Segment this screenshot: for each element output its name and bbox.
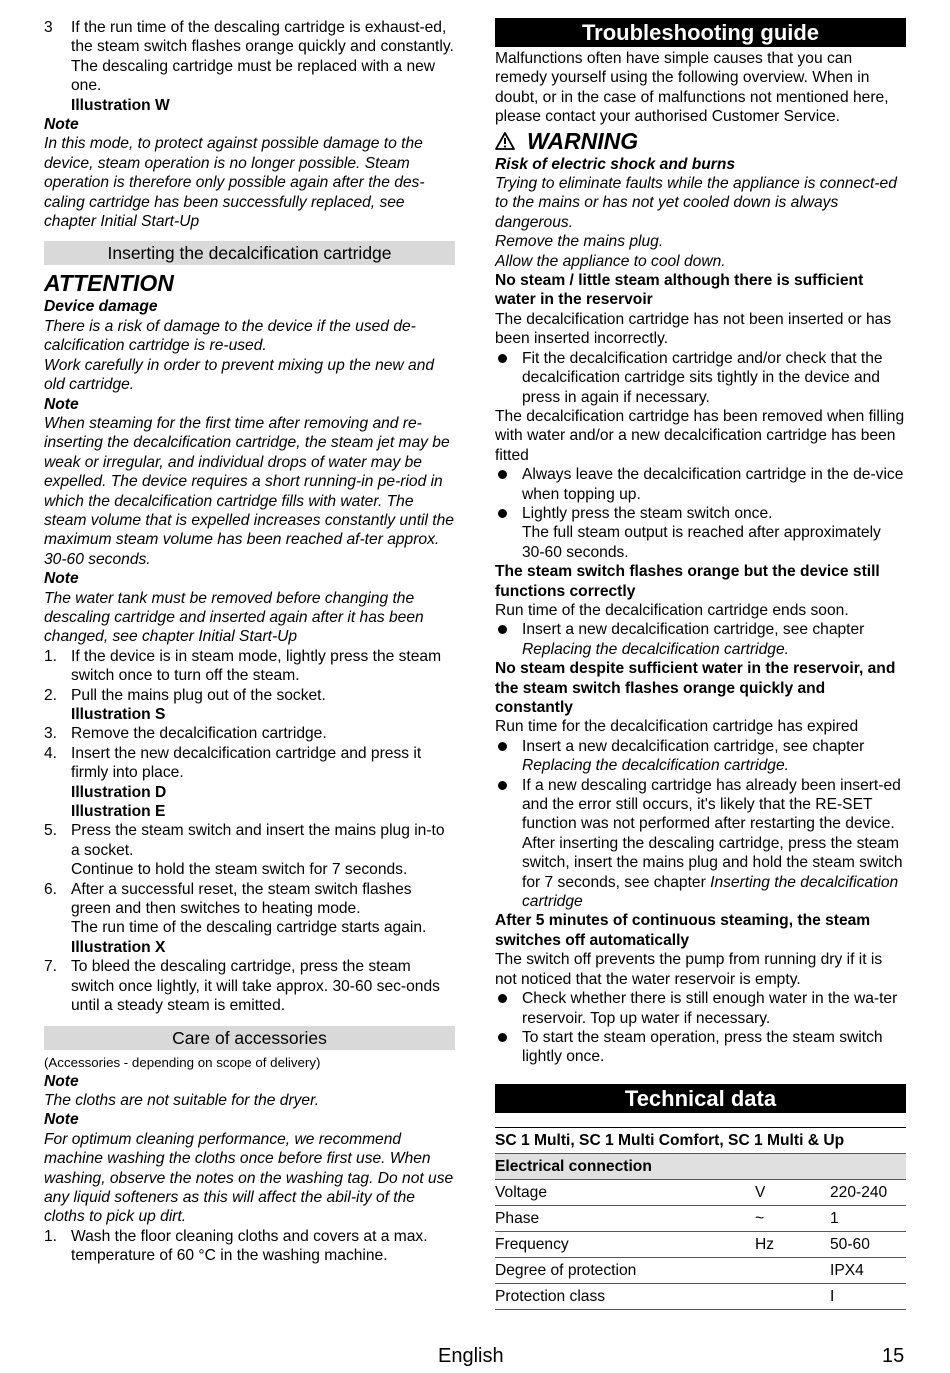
step-text: The descaling cartridge must be replaced with a new one.: [71, 57, 436, 95]
warning-text: Remove the mains plug.: [495, 233, 664, 251]
illustration-ref: Illustration S: [71, 706, 166, 723]
list-item: [495, 465, 906, 504]
note-text: When steaming for the first time after removing and re-inserting the decalcification cartridge, the steam jet may be weak or irregular, and individual drops of water may be expelled. The device requires a short running-in pe-riod in which the decalcification cartridge fills with water. The steam volume that is expelled increases constantly until the maximum steam volume has been reached af-ter approx. 30-60 seconds.: [44, 414, 454, 568]
list-item: [495, 1028, 906, 1067]
remedy-text-part: After inserting the descaling cartridge, press the steam switch, insert the mains plug and hold the steam switch for 7 seconds, see chapter: [522, 834, 903, 891]
illustration-ref: Illustration X: [71, 938, 166, 956]
bullet-icon: [495, 504, 522, 562]
step-number: 5.: [44, 822, 58, 840]
step-number: 1.: [44, 1227, 58, 1245]
fault-title: After 5 minutes of continuous steaming, the steam switches off automatically: [495, 912, 871, 949]
remedy-text: Always leave the decalcification cartridge in the de-vice when topping up.: [522, 466, 904, 503]
list-item: [495, 989, 906, 1028]
chapter-ref: Replacing the decalcification cartridge.: [522, 640, 789, 658]
note-text: In this mode, to protect against possible damage to the device, steam operation is no longer possible. Steam operation is therefore only possible again after the des-caling cartridge has been successfully replaced, see chapter Initial Start-Up: [44, 135, 425, 231]
step-text: If the device is in steam mode, lightly press the steam switch once to turn off the steam.: [71, 647, 442, 685]
bullet-icon: [495, 776, 522, 912]
spec-label: Protection class: [495, 1283, 755, 1309]
list-item: [44, 1227, 455, 1266]
warning-heading: [495, 128, 906, 155]
attention-text: There is a risk of damage to the device if the used de-calcification cartridge is re-used.: [44, 317, 416, 355]
remedy-text: Insert a new decalcification cartridge, see chapter: [522, 737, 865, 755]
chapter-ref: Inserting the decalcification cartridge: [522, 873, 899, 911]
remedy-text: [522, 834, 906, 912]
warning-subheading: Risk of electric shock and burns: [495, 155, 736, 173]
table-row: [495, 1283, 906, 1309]
spec-unit: [755, 1257, 830, 1283]
section-heading-troubleshooting: Troubleshooting guide: [495, 18, 906, 47]
note-text: The cloths are not suitable for the dryer.: [44, 1091, 320, 1109]
illustration-ref: Illustration D: [71, 783, 167, 801]
attention-subheading: Device damage: [44, 298, 158, 316]
section-heading-inserting: Inserting the decalcification cartridge: [44, 241, 455, 265]
fault-title: No steam despite sufficient water in the reservoir, and the steam switch flashes orange quickly and constantly: [495, 660, 896, 716]
step-text: Pull the mains plug out of the socket.: [71, 686, 326, 704]
fault-cause: The decalcification cartridge has been removed when filling with water and/or a new decalcification cartridge has been fitted: [495, 407, 905, 464]
note-label: Note: [44, 1072, 79, 1090]
bullet-icon: [495, 465, 522, 504]
step-number: 1.: [44, 647, 58, 665]
model-header: SC 1 Multi, SC 1 Multi Comfort, SC 1 Multi & Up: [495, 1127, 906, 1153]
bullet-icon: [495, 737, 522, 776]
footer-language: English: [438, 1345, 504, 1367]
remedy-text: Fit the decalcification cartridge and/or check that the decalcification cartridge sits tightly in the device and press in again if necessary.: [522, 349, 883, 406]
warning-label: WARNING: [527, 127, 639, 154]
bullet-icon: [495, 620, 522, 659]
table-row: [495, 1257, 906, 1283]
note-label: Note: [44, 1111, 79, 1129]
step-number: 3: [44, 19, 53, 36]
list-item: [495, 776, 906, 912]
step-text: If the run time of the descaling cartridge is exhaust-ed, the steam switch flashes orange quickly and constantly.: [71, 19, 454, 56]
step-3-exhausted: [44, 18, 455, 115]
attention-text: Work carefully in order to prevent mixing up the new and old cartridge.: [44, 356, 435, 394]
remedy-text: Check whether there is still enough water in the wa-ter reservoir. Top up water if necessary.: [522, 990, 898, 1027]
step-number: 7.: [44, 958, 58, 976]
note-text: The water tank must be removed before changing the descaling cartridge and inserted again after it has been changed, see chapter Initial Start-Up: [44, 589, 424, 646]
remedy-text: If a new descaling cartridge has already been insert-ed and the error still occurs, it's likely that the RE-SET function was not performed after restarting the device.: [522, 776, 901, 833]
step-number: 2.: [44, 686, 58, 704]
spec-value: IPX4: [830, 1257, 906, 1283]
step-number: 4.: [44, 744, 58, 762]
list-item: [44, 821, 455, 879]
care-scope-note: (Accessories - depending on scope of delivery): [44, 1054, 321, 1070]
step-text: Press the steam switch and insert the mains plug in-to a socket.: [71, 822, 445, 859]
step-text: Continue to hold the steam switch for 7 seconds.: [71, 861, 408, 879]
fault-cause: The switch off prevents the pump from running dry if it is not noticed that the water reservoir is empty.: [495, 951, 883, 988]
step-text: Remove the decalcification cartridge.: [71, 725, 327, 743]
remedy-text: The full steam output is reached after approximately 30-60 seconds.: [522, 524, 881, 561]
fault-cause: Run time for the decalcification cartridge has expired: [495, 718, 859, 736]
remedy-text: Insert a new decalcification cartridge, see chapter: [522, 621, 865, 639]
note-label: Note: [44, 116, 79, 134]
bullet-icon: [495, 349, 522, 407]
bullet-icon: [495, 1028, 522, 1067]
remedy-text: Lightly press the steam switch once.: [522, 504, 773, 522]
right-column: [495, 18, 906, 1310]
warning-text: Trying to eliminate faults while the appliance is connect-ed to the mains or has not yet cooled down is always dangerous.: [495, 175, 897, 231]
list-item: [44, 647, 455, 686]
section-heading-technical-data: Technical data: [495, 1084, 906, 1113]
step-text: The run time of the descaling cartridge starts again.: [71, 919, 427, 937]
note-label: Note: [44, 395, 79, 413]
list-item: [44, 957, 455, 1015]
fault-title: The steam switch flashes orange but the device still functions correctly: [495, 563, 880, 600]
spec-value: 50-60: [830, 1231, 906, 1257]
note-label: Note: [44, 570, 79, 588]
spec-value: 1: [830, 1205, 906, 1231]
spec-unit: V: [755, 1179, 830, 1205]
spec-value: I: [830, 1283, 906, 1309]
list-item: [495, 737, 906, 776]
technical-data-table: [495, 1127, 906, 1310]
spec-label: Voltage: [495, 1179, 755, 1205]
troubleshooting-intro: Malfunctions often have simple causes that you can remedy yourself using the following overview. When in doubt, or in the case of malfunctions not mentioned here, please contact your authorised Customer Service.: [495, 50, 889, 126]
spec-label: Degree of protection: [495, 1257, 755, 1283]
list-item: [495, 349, 906, 407]
spec-label: Phase: [495, 1205, 755, 1231]
list-item: [44, 744, 455, 822]
spec-unit: Hz: [755, 1231, 830, 1257]
spec-unit: ~: [755, 1205, 830, 1231]
list-item: [495, 620, 906, 659]
spec-label: Frequency: [495, 1231, 755, 1257]
fault-title: No steam / little steam although there is sufficient water in the reservoir: [495, 272, 864, 309]
warning-triangle-icon: [495, 132, 515, 150]
fault-cause: The decalcification cartridge has not been inserted or has been inserted incorrectly.: [495, 310, 892, 348]
left-column: [44, 18, 455, 1266]
attention-heading: ATTENTION: [44, 270, 174, 297]
step-text: To bleed the descaling cartridge, press the steam switch once lightly, it will take approx. 30-60 sec-onds until a steady steam is emitted.: [71, 958, 440, 1015]
remedy-text: To start the steam operation, press the steam switch lightly once.: [522, 1028, 883, 1066]
illustration-ref: Illustration E: [71, 803, 166, 821]
step-text: After a successful reset, the steam switch flashes green and then switches to heating mode.: [71, 880, 412, 918]
spec-unit: [755, 1283, 830, 1309]
table-row: [495, 1231, 906, 1257]
step-number: 6.: [44, 880, 58, 898]
table-row: [495, 1205, 906, 1231]
step-number: 3.: [44, 725, 58, 743]
warning-text: Allow the appliance to cool down.: [495, 252, 726, 270]
step-text: Insert the new decalcification cartridge and press it firmly into place.: [71, 744, 422, 782]
spec-value: 220-240: [830, 1179, 906, 1205]
illustration-ref: Illustration W: [71, 96, 170, 114]
list-item: [44, 686, 455, 725]
list-item: [495, 504, 906, 562]
note-text: For optimum cleaning performance, we recommend machine washing the cloths once before first use. When washing, observe the notes on the washing tag. Do not use any liquid softeners as this will affect the abil-ity of the cloths to pick up dirt.: [44, 1130, 454, 1226]
chapter-ref: Replacing the decalcification cartridge.: [522, 757, 789, 775]
table-row: [495, 1179, 906, 1205]
group-header: Electrical connection: [495, 1153, 906, 1179]
step-text: Wash the floor cleaning cloths and covers at a max. temperature of 60 °C in the washing machine.: [71, 1227, 428, 1265]
list-item: [44, 880, 455, 958]
bullet-icon: [495, 989, 522, 1028]
fault-cause: Run time of the decalcification cartridge ends soon.: [495, 601, 849, 619]
list-item: [44, 724, 455, 743]
section-heading-care: Care of accessories: [44, 1026, 455, 1050]
page-number: 15: [882, 1345, 905, 1367]
